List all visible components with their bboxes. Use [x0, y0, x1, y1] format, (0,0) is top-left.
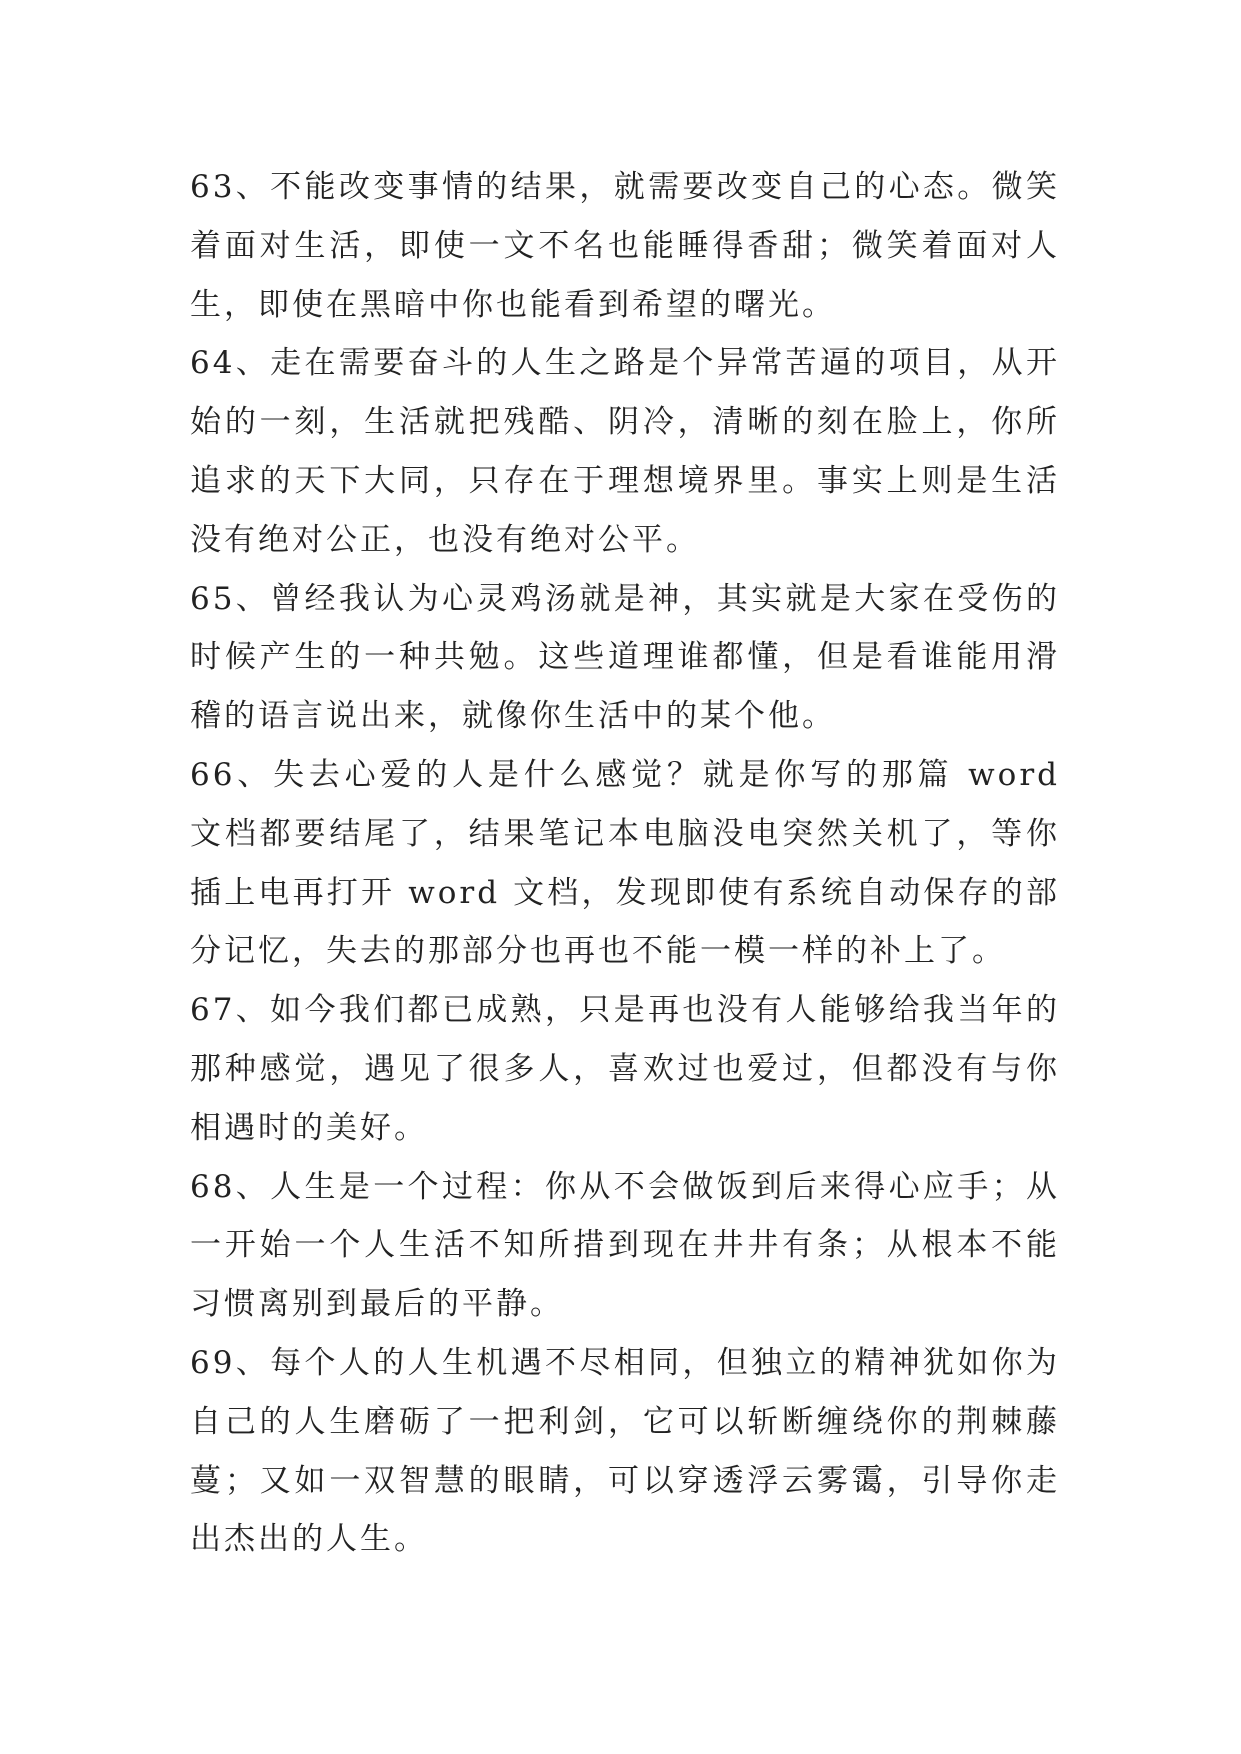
paragraph-69: 69、每个人的人生机遇不尽相同，但独立的精神犹如你为自己的人生磨砺了一把利剑，它可以斩断缠绕你的荆棘藤蔓；又如一双智慧的眼睛，可以穿透浮云雾霭，引导你走出杰出的人生。: [190, 1344, 1060, 1558]
paragraph-65: 65、曾经我认为心灵鸡汤就是神，其实就是大家在受伤的时候产生的一种共勉。这些道理谁都懂，但是看谁能用滑稽的语言说出来，就像你生活中的某个他。: [190, 580, 1060, 735]
document-body: [190, 158, 1060, 1569]
paragraph-63: 63、不能改变事情的结果，就需要改变自己的心态。微笑着面对生活，即使一文不名也能睡得香甜；微笑着面对人生，即使在黑暗中你也能看到希望的曙光。: [190, 169, 1060, 323]
paragraph-64: 64、走在需要奋斗的人生之路是个异常苦逼的项目，从开始的一刻，生活就把残酷、阴冷，清晰的刻在脸上，你所追求的天下大同，只存在于理想境界里。事实上则是生活没有绝对公正，也没有绝对公平。: [190, 345, 1060, 558]
paragraph-66: 66、失去心爱的人是什么感觉？就是你写的那篇 word 文档都要结尾了，结果笔记本电脑没电突然关机了，等你插上电再打开 word 文档，发现即使有系统自动保存的部分记忆，失去的那部分也再也不能一模一样的补上了。: [190, 756, 1060, 970]
paragraph-68: 68、人生是一个过程：你从不会做饭到后来得心应手；从一开始一个人生活不知所措到现在井井有条；从根本不能习惯离别到最后的平静。: [190, 1168, 1060, 1323]
paragraph-67: 67、如今我们都已成熟，只是再也没有人能够给我当年的那种感觉，遇见了很多人，喜欢过也爱过，但都没有与你相遇时的美好。: [190, 992, 1060, 1146]
